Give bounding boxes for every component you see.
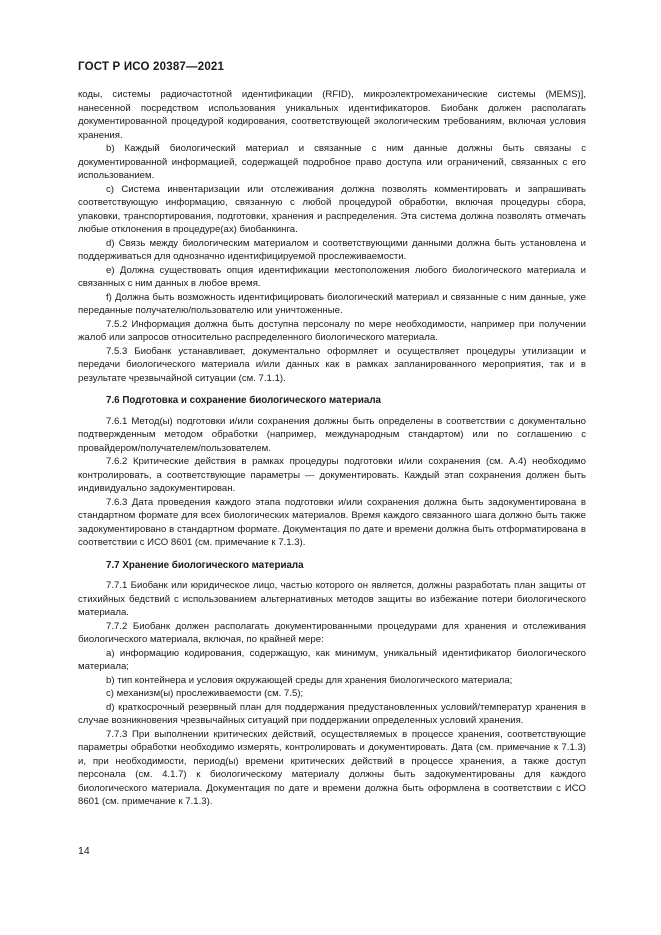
clause-7-5-3: 7.5.3 Биобанк устанавливает, документально оформляет и осуществляет процедуры утилизации и передачи биологического материала и/или данных как в рамках запланированного мероприятия, так и в результате чрезвычайной ситуации (см. 7.1.1).	[78, 345, 586, 384]
list-item-f: f) Должна быть возможность идентифицировать биологический материал и связанные с ним данные, уже переданные получателю/пользователю или уничтоженные.	[78, 291, 586, 316]
list-item-c: c) механизм(ы) прослеживаемости (см. 7.5);	[106, 688, 304, 699]
section-heading-7-7: 7.7 Хранение биологического материала	[106, 559, 304, 571]
page-number: 14	[78, 845, 90, 857]
clause-7-6-2: 7.6.2 Критические действия в рамках процедуры подготовки и/или сохранения (см. А.4) необходимо контролировать, а соответствующие параметры — документировать. Каждый этап сохранения должен быть индивидуально задокументирован.	[78, 456, 586, 494]
clause-7-6-1: 7.6.1 Метод(ы) подготовки и/или сохранения должны быть определены в соответствии с документально подтвержденным методом обработки (например, международным стандартом) или по соглашению с провайдером/получателем/пользователем.	[78, 415, 586, 454]
paragraph: коды, системы радиочастотной идентификации (RFID), микроэлектромеханические системы (MEMS)], нанесенной посредством использования уникальных идентификаторов. Биобанк должен располагать документированной процедурой кодирования, соответствующей экологическим требованиям, включая условия хранения.	[78, 89, 586, 141]
list-item-c: c) Система инвентаризации или отслеживания должна позволять комментировать и запрашивать соответствующую информацию, связанную с любой процедурой обработки, включая процедуры сбора, упаковки, транспортирования, подготовки, хранения и распределения. Эта система должна позволять отмечать любые отклонения в процедуре(ах) биобанкинга.	[78, 183, 586, 235]
clause-7-7-1: 7.7.1 Биобанк или юридическое лицо, частью которого он является, должны разработать план защиты от стихийных бедствий с использованием альтернативных методов защиты во избежание потери биологического материала.	[78, 580, 586, 618]
list-item-a: a) информацию кодирования, содержащую, как минимум, уникальный идентификатор биологического материала;	[78, 647, 586, 672]
clause-7-7-3: 7.7.3 При выполнении критических действий, осуществляемых в процессе хранения, соответствующие параметры обработки необходимо измерять, контролировать и документировать. Дата (см. примечание к 7.1.3) и, при необходимости, период(ы) времени критических действий в процессе хранения, а также доступ персонала (см. 4.1.7) к биологическому материалу должны быть задокументированы для каждого биологического материала. Документация по дате и времени должна быть оформлена в соответствии с ИСО 8601 (см. примечание к 7.1.3).	[78, 728, 586, 807]
list-item-b: b) тип контейнера и условия окружающей среды для хранения биологического материала;	[106, 674, 513, 686]
document-header: ГОСТ Р ИСО 20387—2021	[78, 61, 225, 73]
list-item-b: b) Каждый биологический материал и связанные с ним данные должны быть связаны с документированной информацией, содержащей подробное право доступа или ограничений, связанных с его использованием.	[78, 143, 586, 181]
clause-7-7-2: 7.7.2 Биобанк должен располагать документированными процедурами для хранения и отслеживания биологического материала, включая, по крайней мере:	[78, 620, 586, 645]
list-item-e: e) Должна существовать опция идентификации местоположения любого биологического материала и связанных с ним данных в любое время.	[78, 264, 586, 289]
list-item-d: d) Связь между биологическим материалом и соответствующими данными должна быть установлена и поддерживаться для однозначно идентифицируемой прослеживаемости.	[78, 237, 586, 262]
clause-7-5-2: 7.5.2 Информация должна быть доступна персоналу по мере необходимости, например при получении жалоб или запросов относительно распределенного биологического материала.	[78, 318, 586, 343]
section-heading-7-6: 7.6 Подготовка и сохранение биологического материала	[106, 395, 381, 406]
list-item-d: d) краткосрочный резервный план для поддержания предустановленных условий/температур хранения в случае возникновения чрезвычайных ситуаций при поддержании определенных условий хранения.	[78, 701, 586, 726]
page-body	[78, 88, 586, 809]
clause-7-6-3: 7.6.3 Дата проведения каждого этапа подготовки и/или сохранения должна быть задокументирована в стандартном формате для всех биологических материалов. Время каждого связанного шага должно быть также задокументировано в стандартном формате. Документация по дате и времени должна быть отформатирована в соответствии с ИСО 8601 (см. примечание к 7.1.3).	[78, 496, 586, 548]
